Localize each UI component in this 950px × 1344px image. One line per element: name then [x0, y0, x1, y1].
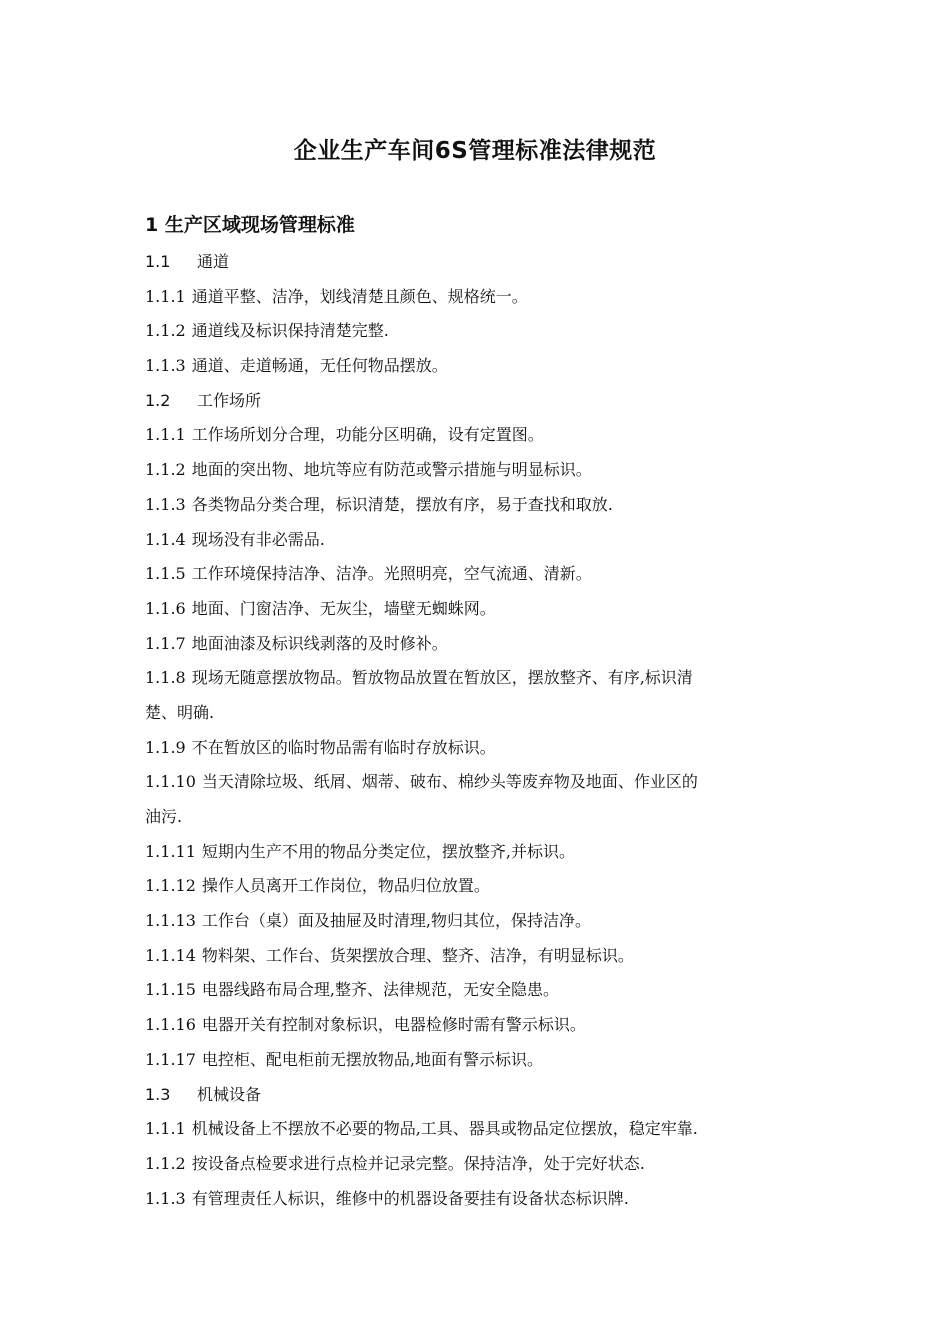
item-number: 1.1.3: [145, 1188, 186, 1208]
item-text: 有管理责任人标识，维修中的机器设备要挂有设备状态标识牌.: [191, 1188, 629, 1208]
item-number: 1.1.17: [145, 1049, 196, 1069]
item-number: 1.1.5: [145, 564, 186, 584]
item-text: 工作场所: [197, 390, 262, 410]
item-number: 1.1.6: [145, 598, 186, 618]
paragraph-item: [145, 314, 815, 349]
item-text: 楚、明确.: [145, 702, 215, 722]
section-heading: 1 生产区域现场管理标准: [145, 214, 355, 236]
item-number: 1.1: [145, 252, 171, 271]
item-number: 1.1.10: [145, 772, 196, 792]
item-number: 1.1.4: [145, 529, 186, 549]
paragraph-item: [145, 488, 815, 523]
item-number: 1.1.13: [145, 911, 196, 931]
item-number: 1.3: [145, 1084, 171, 1104]
item-number: 1.1.3: [145, 494, 186, 514]
item-text: 工作场所划分合理，功能分区明确，设有定置图。: [191, 425, 544, 445]
document-title: 企业生产车间6S管理标准法律规范: [293, 138, 657, 164]
paragraph-continuation: [145, 800, 815, 835]
paragraph-item: [145, 280, 815, 315]
item-text: 机械设备上不摆放不必要的物品,工具、器具或物品定位摆放，稳定牢靠.: [191, 1119, 698, 1139]
paragraph-item: [145, 1147, 815, 1182]
paragraph-item: [145, 835, 815, 870]
paragraph-item: [145, 1182, 815, 1217]
item-number: 1.1.9: [145, 737, 186, 757]
paragraph-item: [145, 1008, 815, 1043]
document-body: [145, 245, 815, 1216]
item-number: 1.1.16: [145, 1015, 196, 1035]
paragraph-item: [145, 973, 815, 1008]
item-text: 工作台（桌）面及抽屉及时清理,物归其位，保持洁净。: [201, 911, 591, 931]
item-text: 通道、走道畅通，无任何物品摆放。: [191, 356, 448, 376]
item-number: 1.1.2: [145, 321, 186, 341]
item-text: 当天清除垃圾、纸屑、烟蒂、破布、棉纱头等废弃物及地面、作业区的: [201, 772, 698, 792]
item-text: 地面的突出物、地坑等应有防范或警示措施与明显标识。: [191, 460, 592, 480]
item-number: 1.1.3: [145, 356, 186, 376]
paragraph-item: [145, 904, 815, 939]
paragraph-item: [145, 1043, 815, 1078]
item-text: 地面油漆及标识线剥落的及时修补。: [191, 633, 448, 653]
item-text: 通道平整、洁净，划线清楚且颜色、规格统一。: [191, 286, 528, 306]
subsection-heading: [145, 1078, 815, 1113]
item-text: 地面、门窗洁净、无灰尘，墙壁无蜘蛛网。: [191, 598, 496, 618]
item-text: 机械设备: [197, 1084, 262, 1104]
subsection-heading: [145, 384, 815, 419]
item-number: 1.1.7: [145, 633, 186, 653]
subsection-heading: [145, 245, 815, 280]
paragraph-item: [145, 523, 815, 558]
item-text: 物料架、工作台、货架摆放合理、整齐、洁净，有明显标识。: [201, 945, 634, 965]
item-text: 操作人员离开工作岗位，物品归位放置。: [201, 876, 490, 896]
item-number: 1.1.1: [145, 1119, 186, 1139]
item-number: 1.1.1: [145, 286, 186, 306]
item-text: 不在暂放区的临时物品需有临时存放标识。: [191, 737, 496, 757]
paragraph-item: [145, 661, 815, 696]
item-text: 电控柜、配电柜前无摆放物品,地面有警示标识。: [201, 1049, 543, 1069]
paragraph-item: [145, 557, 815, 592]
paragraph-item: [145, 418, 815, 453]
item-text: 油污.: [145, 807, 183, 826]
paragraph-item: [145, 349, 815, 384]
item-number: 1.1.1: [145, 425, 186, 445]
item-text: 现场无随意摆放物品。暂放物品放置在暂放区，摆放整齐、有序,标识清: [191, 668, 693, 688]
item-number: 1.1.15: [145, 980, 196, 1000]
item-number: 1.1.2: [145, 1153, 186, 1173]
paragraph-item: [145, 939, 815, 974]
item-number: 1.1.8: [145, 668, 186, 688]
item-text: 按设备点检要求进行点检并记录完整。保持洁净，处于完好状态.: [191, 1153, 645, 1173]
item-text: 通道线及标识保持清楚完整.: [191, 321, 389, 341]
paragraph-item: [145, 592, 815, 627]
item-text: 电器线路布局合理,整齐、法律规范，无安全隐患。: [201, 980, 559, 1000]
item-text: 电器开关有控制对象标识，电器检修时需有警示标识。: [201, 1015, 586, 1035]
paragraph-item: [145, 731, 815, 766]
item-number: 1.1.11: [145, 841, 196, 861]
paragraph-item: [145, 765, 815, 800]
item-number: 1.2: [145, 390, 171, 410]
paragraph-item: [145, 869, 815, 904]
item-text: 各类物品分类合理，标识清楚，摆放有序，易于查找和取放.: [191, 494, 613, 514]
paragraph-item: [145, 627, 815, 662]
paragraph-item: [145, 453, 815, 488]
paragraph-item: [145, 1112, 815, 1147]
item-text: 通道: [197, 252, 230, 271]
item-number: 1.1.2: [145, 460, 186, 480]
item-number: 1.1.12: [145, 876, 196, 896]
item-text: 短期内生产不用的物品分类定位，摆放整齐,并标识。: [201, 841, 575, 861]
item-number: 1.1.14: [145, 945, 196, 965]
item-text: 工作环境保持洁净、洁净。光照明亮，空气流通、清新。: [191, 564, 592, 584]
item-text: 现场没有非必需品.: [191, 529, 325, 549]
paragraph-continuation: [145, 696, 815, 731]
